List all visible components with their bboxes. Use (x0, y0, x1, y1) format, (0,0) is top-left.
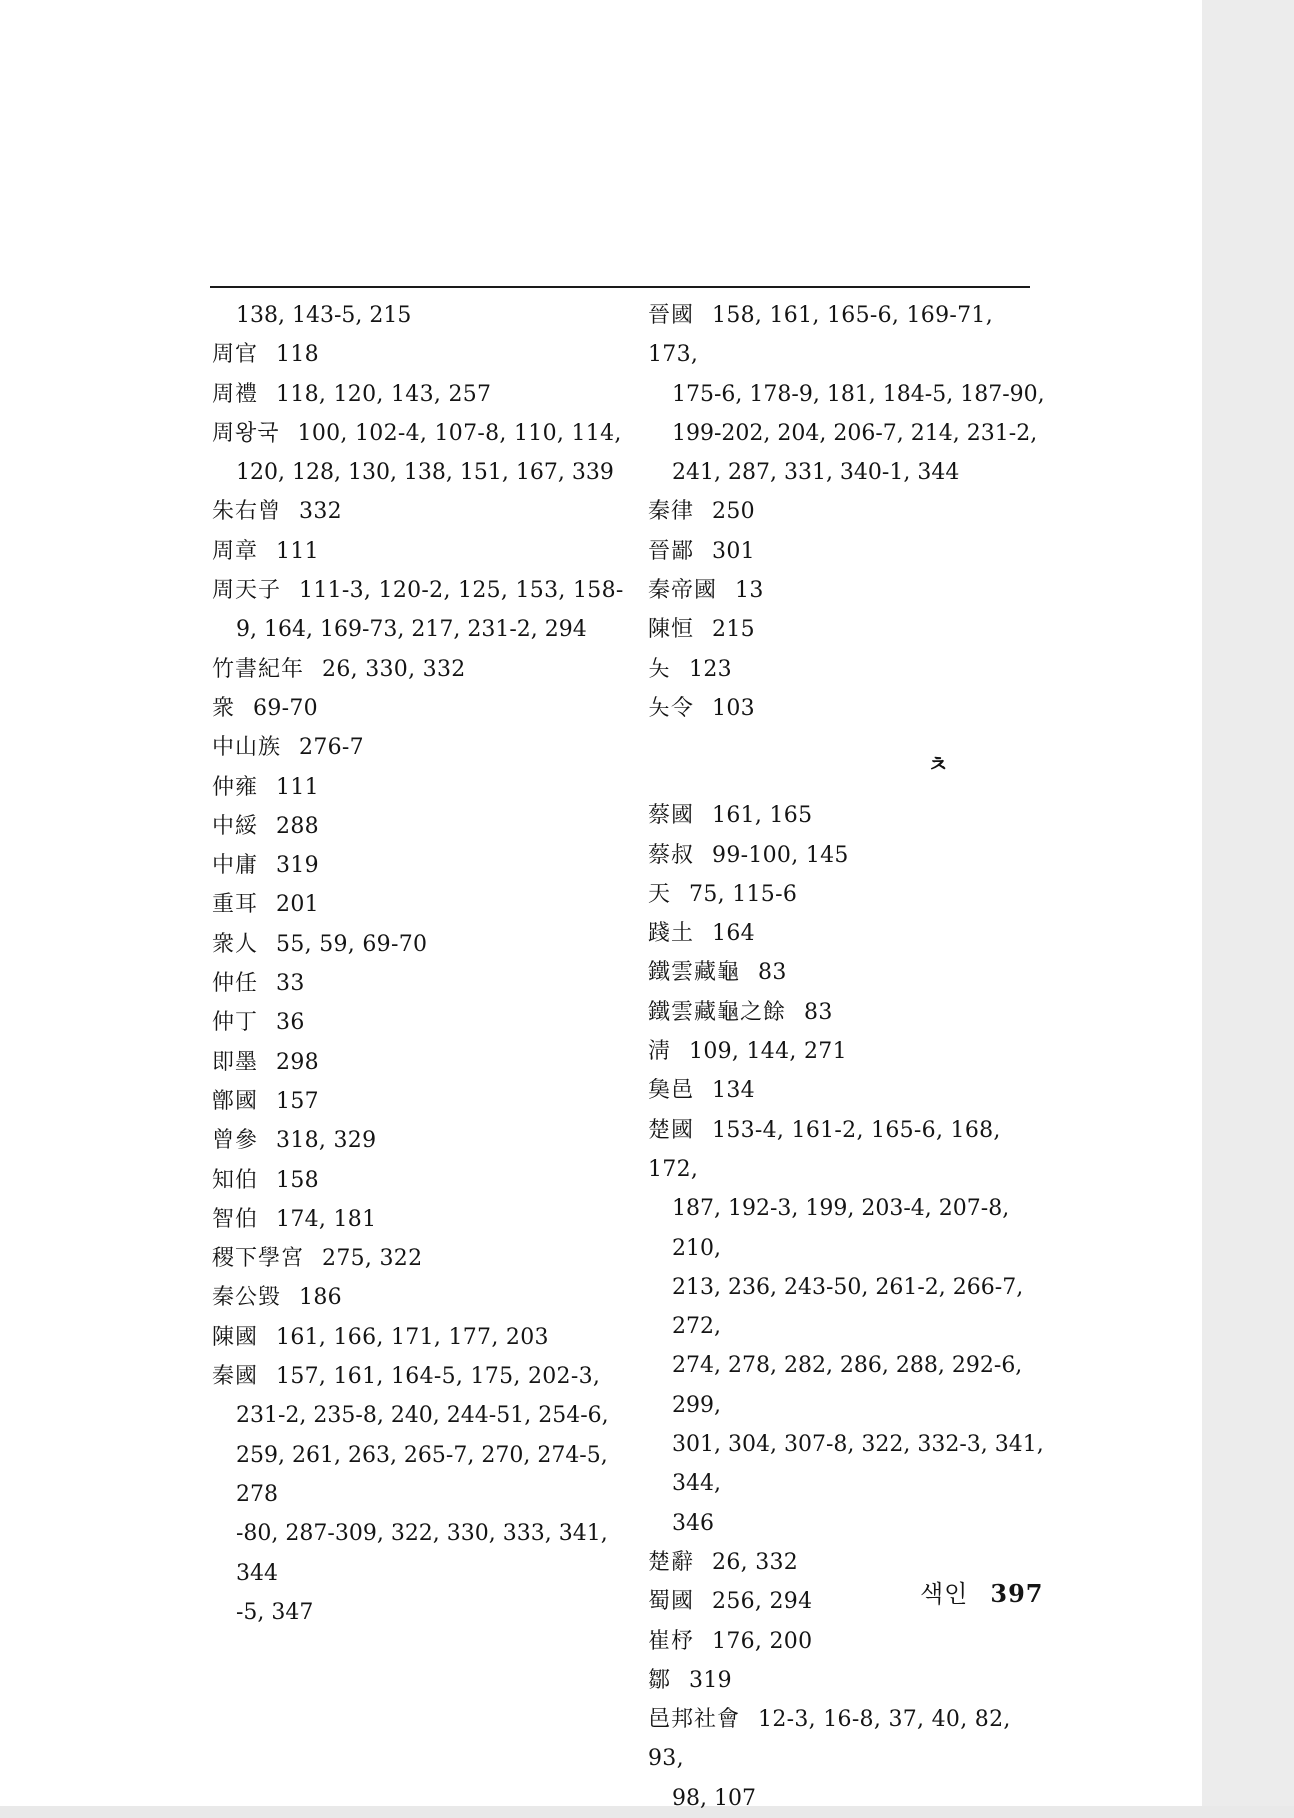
index-pages-continued: 9, 164, 169-73, 217, 231-2, 294 (236, 617, 587, 643)
index-pages: 298 (276, 1049, 319, 1075)
index-entry (212, 846, 632, 885)
index-entry (648, 1111, 1048, 1543)
index-entry (212, 492, 632, 531)
index-pages: 332 (299, 499, 342, 525)
index-term: 周官 (212, 342, 259, 368)
index-entry (212, 532, 632, 571)
index-entry (212, 571, 632, 650)
index-entry (648, 650, 1048, 689)
index-column-left (212, 296, 632, 1632)
index-term: 晉國 (648, 303, 695, 328)
index-term: 秦律 (648, 499, 695, 525)
index-entry (212, 1161, 632, 1200)
index-term: 蔡叔 (648, 842, 695, 868)
index-entry (648, 610, 1048, 649)
index-pages: 83 (758, 960, 787, 986)
index-pages: 103 (712, 695, 755, 721)
index-entry (212, 1082, 632, 1121)
index-pages: 301 (712, 538, 755, 564)
index-pages-continued: 346 (672, 1510, 714, 1536)
index-term: 陳恒 (648, 617, 695, 643)
index-term: 天 (648, 881, 672, 907)
index-term: 智伯 (212, 1206, 259, 1232)
index-entry (212, 1043, 632, 1082)
index-entry (212, 1357, 632, 1632)
index-term: 周天子 (212, 578, 282, 604)
index-pages: 12-3, 16-8, 37, 40, 82, 93, (648, 1707, 1011, 1772)
index-term: 蜀國 (648, 1589, 695, 1615)
index-pages: 111 (276, 774, 319, 800)
index-term: 淸 (648, 1039, 672, 1065)
header-rule (210, 286, 1030, 288)
index-pages: 100, 102-4, 107-8, 110, 114, (297, 420, 622, 446)
page-footer (920, 1574, 1043, 1609)
index-term: 即墨 (212, 1049, 259, 1075)
index-entry (212, 807, 632, 846)
index-entry (648, 914, 1048, 953)
index-term: 蔡國 (648, 803, 695, 829)
index-term: 夨 (648, 656, 672, 682)
index-pages: 161, 165 (712, 803, 813, 829)
index-entry (648, 1700, 1048, 1818)
index-pages-continued: 199-202, 204, 206-7, 214, 231-2, (672, 420, 1038, 446)
index-pages: 123 (689, 656, 732, 682)
index-term: 秦國 (212, 1364, 259, 1390)
index-pages: 75, 115-6 (689, 881, 798, 907)
index-entry (212, 768, 632, 807)
index-pages-continued: 187, 192-3, 199, 203-4, 207-8, 210, (672, 1196, 1010, 1261)
index-entry (212, 1121, 632, 1160)
index-entry (648, 532, 1048, 571)
index-entry (648, 571, 1048, 610)
index-pages: 256, 294 (712, 1589, 813, 1615)
index-pages-continued: -5, 347 (236, 1599, 314, 1625)
index-pages: 276-7 (299, 735, 364, 761)
index-pages: 36 (276, 1010, 305, 1036)
index-pages-continued: 259, 261, 263, 265-7, 270, 274-5, 278 (236, 1442, 608, 1507)
index-entry (212, 728, 632, 767)
index-entry (212, 925, 632, 964)
index-pages: 186 (299, 1285, 342, 1311)
index-pages: 83 (804, 999, 833, 1025)
footer-label: 색인 (920, 1580, 969, 1608)
index-pages: 250 (712, 499, 755, 525)
index-pages: 111 (276, 538, 319, 564)
index-pages: 157, 161, 164-5, 175, 202-3, (276, 1364, 601, 1390)
index-pages: 153-4, 161-2, 165-6, 168, 172, (648, 1117, 1001, 1182)
index-pages: 118, 120, 143, 257 (276, 381, 492, 407)
index-entry (648, 993, 1048, 1032)
index-term: 中庸 (212, 853, 259, 879)
index-pages: 99-100, 145 (712, 842, 849, 868)
index-term: 仲任 (212, 971, 259, 997)
index-term: 重耳 (212, 892, 259, 918)
index-term: 朱右曾 (212, 499, 282, 525)
index-entry (212, 650, 632, 689)
index-entry (648, 875, 1048, 914)
index-pages: 55, 59, 69-70 (276, 931, 428, 957)
index-term: 竹書紀年 (212, 656, 305, 682)
index-pages: 26, 330, 332 (322, 656, 466, 682)
index-entry (648, 796, 1048, 835)
index-pages: 319 (276, 853, 319, 879)
index-entry (212, 335, 632, 374)
index-pages-continued: 98, 107 (672, 1785, 756, 1811)
index-pages-continued: 213, 236, 243-50, 261-2, 266-7, 272, (672, 1274, 1024, 1340)
index-term: 鐵雲藏龜 (648, 960, 741, 986)
index-term: 衆人 (212, 931, 259, 957)
index-pages-continued: 175-6, 178-9, 181, 184-5, 187-90, (672, 381, 1045, 407)
index-entry (212, 1003, 632, 1042)
index-entry (212, 375, 632, 414)
index-term: 踐土 (648, 921, 695, 947)
index-entry (648, 1622, 1048, 1661)
index-term: 中綏 (212, 813, 259, 839)
index-entry (212, 1239, 632, 1278)
index-term: 崔杼 (648, 1628, 695, 1654)
index-term: 楚辭 (648, 1549, 695, 1575)
index-entry (648, 689, 1048, 728)
index-term: 夨令 (648, 695, 695, 721)
index-pages-continued: -80, 287-309, 322, 330, 333, 341, 344 (236, 1521, 608, 1586)
index-term: 秦帝國 (648, 578, 718, 604)
index-pages: 288 (276, 813, 319, 839)
index-pages: 318, 329 (276, 1128, 377, 1154)
index-pages: 109, 144, 271 (689, 1039, 847, 1065)
index-entry (212, 414, 632, 493)
index-term: 鄒 (648, 1667, 672, 1693)
index-pages-continued: 241, 287, 331, 340-1, 344 (672, 460, 960, 486)
index-entry (648, 836, 1048, 875)
index-term: 鐵雲藏龜之餘 (648, 999, 787, 1025)
index-pages: 161, 166, 171, 177, 203 (276, 1324, 549, 1350)
page-number: 397 (990, 1579, 1044, 1608)
index-term: 中山族 (212, 735, 282, 761)
index-pages: 118 (276, 342, 319, 368)
index-term: 㚟邑 (648, 1078, 695, 1104)
index-pages: 158 (276, 1167, 319, 1193)
index-term: 稷下學宮 (212, 1246, 305, 1272)
index-term: 仲雍 (212, 774, 259, 800)
index-pages: 164 (712, 921, 755, 947)
index-pages: 13 (735, 578, 764, 604)
index-pages: 176, 200 (712, 1628, 813, 1654)
index-pages-continued: 120, 128, 130, 138, 151, 167, 339 (236, 460, 614, 486)
index-term: 鄫國 (212, 1088, 259, 1114)
index-entry (648, 492, 1048, 531)
index-pages-continued: 274, 278, 282, 286, 288, 292-6, 299, (672, 1353, 1023, 1418)
index-entry (648, 953, 1048, 992)
viewer-gutter (1202, 0, 1294, 1806)
index-pages-continued: 138, 143-5, 215 (236, 303, 412, 328)
index-pages: 157 (276, 1088, 319, 1114)
index-term: 周왕국 (212, 420, 280, 446)
index-entry (212, 1318, 632, 1357)
index-pages: 215 (712, 617, 755, 643)
index-term: 周禮 (212, 381, 259, 407)
index-pages: 319 (689, 1667, 732, 1693)
index-entry (648, 296, 1048, 492)
index-entry (212, 689, 632, 728)
index-term: 周章 (212, 538, 259, 564)
index-term: 曾參 (212, 1128, 259, 1154)
index-term: 衆 (212, 695, 236, 721)
index-term: 知伯 (212, 1167, 259, 1193)
index-entry (212, 1200, 632, 1239)
index-pages: 134 (712, 1078, 755, 1104)
index-term: 仲丁 (212, 1010, 259, 1036)
index-term: 晉鄙 (648, 538, 695, 564)
index-pages: 174, 181 (276, 1206, 377, 1232)
index-pages: 275, 322 (322, 1246, 423, 1272)
index-pages: 201 (276, 892, 319, 918)
index-entry (212, 885, 632, 924)
index-pages-continued: 301, 304, 307-8, 322, 332-3, 341, 344, (672, 1432, 1044, 1497)
index-entry (648, 1071, 1048, 1110)
index-entry (212, 964, 632, 1003)
index-entry (648, 1032, 1048, 1071)
index-pages: 111-3, 120-2, 125, 153, 158- (299, 578, 624, 604)
index-term: 秦公毀 (212, 1285, 282, 1311)
index-term: 楚國 (648, 1117, 695, 1143)
index-pages: 69-70 (253, 695, 318, 721)
index-pages: 158, 161, 165-6, 169-71, 173, (648, 303, 993, 368)
index-entry (212, 296, 632, 335)
index-entry (648, 1661, 1048, 1700)
index-pages-continued: 231-2, 235-8, 240, 244-51, 254-6, (236, 1403, 609, 1429)
index-term: 邑邦社會 (648, 1707, 741, 1733)
index-entry (212, 1278, 632, 1317)
index-term: 陳國 (212, 1324, 259, 1350)
index-pages: 33 (276, 971, 305, 997)
index-pages: 26, 332 (712, 1549, 799, 1575)
section-heading: ㅊ (927, 752, 949, 779)
